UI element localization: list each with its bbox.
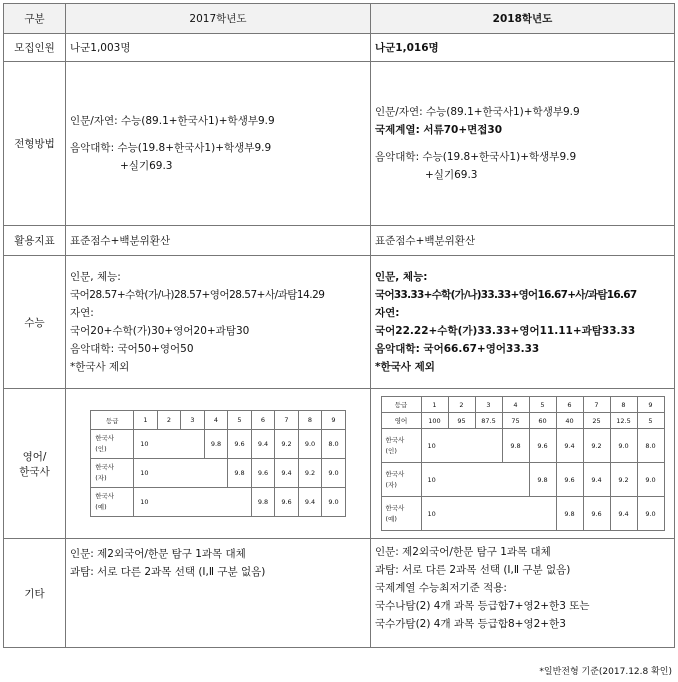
method-2017-line2: 음악대학: 수능(19.8+한국사1)+학생부9.9: [70, 142, 272, 154]
grade-1: 1: [421, 397, 448, 413]
english-score-cell: 25: [583, 413, 610, 429]
english-2017: [66, 389, 371, 539]
score-cell: 9.0: [637, 463, 664, 497]
english-score-cell: 95: [448, 413, 475, 429]
method-label: 전형방법: [4, 62, 66, 226]
suneung-2017-l2: 국어28.57+수학(가/나)28.57+영어28.57+사/과탐14.29: [70, 289, 325, 301]
table-row: [381, 497, 664, 531]
grade-5: 5: [529, 397, 556, 413]
suneung-2017-l1: 인문, 체능:: [70, 271, 121, 283]
english-score-label: 영어: [381, 413, 421, 429]
english-score-row: [381, 413, 664, 429]
base-score: 10: [421, 429, 502, 463]
method-2018-line3: 음악대학: 수능(19.8+한국사1)+학생부9.9: [375, 151, 577, 163]
table-row: [91, 488, 346, 517]
suneung-2017: [66, 256, 371, 389]
score-cell: 9.0: [298, 430, 322, 459]
method-2018-line4: +실기69.3: [425, 169, 478, 181]
etc-row: [4, 539, 675, 648]
etc-2017-l1: 인문: 제2외국어/한문 탐구 1과목 대체: [70, 548, 246, 560]
row-label: 한국사 (자): [91, 459, 134, 488]
grade-8: 8: [610, 397, 637, 413]
suneung-2018-l4: 국어22.22+수학(가)33.33+영어11.11+과탐33.33: [375, 325, 636, 337]
suneung-label: 수능: [4, 256, 66, 389]
score-cell: 9.2: [583, 429, 610, 463]
grade-3: 3: [475, 397, 502, 413]
english-score-cell: 12.5: [610, 413, 637, 429]
grade-2: 2: [448, 397, 475, 413]
grade-9: 9: [322, 411, 346, 430]
grade-label-2018: 등급: [381, 397, 421, 413]
table-row: [381, 429, 664, 463]
grade-table-2018: [381, 396, 665, 531]
grade-6: 6: [251, 411, 275, 430]
index-2018: 표준점수+백분위환산: [371, 226, 675, 256]
recruit-2018: 나군1,016명: [371, 34, 675, 62]
header-2017: 2017학년도: [66, 4, 371, 34]
english-score-cell: 5: [637, 413, 664, 429]
etc-2018-l1: 인문: 제2외국어/한문 탐구 1과목 대체: [375, 546, 551, 558]
english-label: [4, 389, 66, 539]
recruit-2017: 나군1,003명: [66, 34, 371, 62]
etc-2018-l3: 국제계열 수능최저기준 적용:: [375, 582, 507, 594]
method-2017: [66, 62, 371, 226]
score-cell: 9.6: [529, 429, 556, 463]
score-cell: 8.0: [637, 429, 664, 463]
table-row: [381, 463, 664, 497]
score-cell: 8.0: [322, 430, 346, 459]
suneung-2017-l3: 자연:: [70, 307, 94, 319]
score-cell: 9.4: [251, 430, 275, 459]
score-cell: 9.0: [610, 429, 637, 463]
score-cell: 9.6: [228, 430, 252, 459]
row-label: 한국사 (예): [381, 497, 421, 531]
method-2018-line1: 인문/자연: 수능(89.1+한국사1)+학생부9.9: [375, 106, 580, 118]
score-cell: 9.4: [275, 459, 299, 488]
recruit-label: 모집인원: [4, 34, 66, 62]
grade-7: 7: [275, 411, 299, 430]
etc-2017: [66, 539, 371, 648]
score-cell: 9.2: [298, 459, 322, 488]
score-cell: 9.6: [583, 497, 610, 531]
score-cell: 9.0: [322, 488, 346, 517]
suneung-row: [4, 256, 675, 389]
score-cell: 9.4: [583, 463, 610, 497]
grade-3: 3: [181, 411, 205, 430]
grade-8: 8: [298, 411, 322, 430]
base-score: 10: [134, 488, 252, 517]
english-row: [4, 389, 675, 539]
score-cell: 9.8: [204, 430, 228, 459]
grade-4: 4: [502, 397, 529, 413]
method-row: [4, 62, 675, 226]
suneung-2018: [371, 256, 675, 389]
header-category: 구분: [4, 4, 66, 34]
base-score: 10: [421, 463, 529, 497]
header-row: [4, 4, 675, 34]
english-score-cell: 100: [421, 413, 448, 429]
suneung-2018-l5: 음악대학: 국어66.67+영어33.33: [375, 343, 540, 355]
grade-header-row-2018: [381, 397, 664, 413]
english-score-cell: 40: [556, 413, 583, 429]
score-cell: 9.0: [637, 497, 664, 531]
method-2018: [371, 62, 675, 226]
index-label: 활용지표: [4, 226, 66, 256]
score-cell: 9.0: [322, 459, 346, 488]
grade-1: 1: [134, 411, 158, 430]
suneung-2018-l6: *한국사 제외: [375, 361, 435, 373]
base-score: 10: [421, 497, 556, 531]
header-2018: 2018학년도: [371, 4, 675, 34]
etc-2018-l4: 국수나탐(2) 4개 과목 등급합7+영2+한3 또는: [375, 600, 590, 612]
english-score-cell: 60: [529, 413, 556, 429]
score-cell: 9.8: [251, 488, 275, 517]
suneung-2018-l3: 자연:: [375, 307, 400, 319]
base-score: 10: [134, 430, 205, 459]
grade-2: 2: [157, 411, 181, 430]
grade-7: 7: [583, 397, 610, 413]
etc-2017-l2: 과탐: 서로 다른 2과목 선택 (Ⅰ,Ⅱ 구분 없음): [70, 566, 266, 578]
index-2017: 표준점수+백분위환산: [66, 226, 371, 256]
score-cell: 9.8: [228, 459, 252, 488]
english-2018: [371, 389, 675, 539]
score-cell: 9.6: [275, 488, 299, 517]
score-cell: 9.8: [502, 429, 529, 463]
footnote: *일반전형 기준(2017.12.8 확인): [539, 667, 672, 677]
score-cell: 9.6: [556, 463, 583, 497]
grade-4: 4: [204, 411, 228, 430]
score-cell: 9.4: [610, 497, 637, 531]
method-2017-line1: 인문/자연: 수능(89.1+한국사1)+학생부9.9: [70, 115, 275, 127]
grade-table-2017: [90, 410, 346, 517]
table-row: [91, 459, 346, 488]
suneung-2018-l1: 인문, 체능:: [375, 271, 428, 283]
suneung-2018-l2: 국어33.33+수학(가/나)33.33+영어16.67+사/과탐16.67: [375, 289, 637, 301]
method-2017-line3: +실기69.3: [120, 160, 173, 172]
score-cell: 9.6: [251, 459, 275, 488]
suneung-2017-l4: 국어20+수학(가)30+영어20+과탐30: [70, 325, 250, 337]
etc-2018: [371, 539, 675, 648]
english-label-line2: 한국사: [19, 465, 50, 478]
row-label: 한국사 (자): [381, 463, 421, 497]
grade-header-row-2017: [91, 411, 346, 430]
grade-label-2017: 등급: [91, 411, 134, 430]
etc-label: 기타: [4, 539, 66, 648]
english-score-cell: 75: [502, 413, 529, 429]
score-cell: 9.4: [298, 488, 322, 517]
row-label: 한국사 (인): [91, 430, 134, 459]
table-row: [91, 430, 346, 459]
grade-5: 5: [228, 411, 252, 430]
score-cell: 9.8: [556, 497, 583, 531]
recruit-row: [4, 34, 675, 62]
score-cell: 9.2: [275, 430, 299, 459]
score-cell: 9.2: [610, 463, 637, 497]
etc-2018-l5: 국수가탐(2) 4개 과목 등급합8+영2+한3: [375, 618, 566, 630]
row-label: 한국사 (인): [381, 429, 421, 463]
base-score: 10: [134, 459, 228, 488]
admission-comparison-table: [3, 3, 675, 648]
suneung-2017-l6: *한국사 제외: [70, 361, 130, 373]
english-score-cell: 87.5: [475, 413, 502, 429]
grade-6: 6: [556, 397, 583, 413]
index-row: [4, 226, 675, 256]
suneung-2017-l5: 음악대학: 국어50+영어50: [70, 343, 194, 355]
etc-2018-l2: 과탐: 서로 다른 2과목 선택 (Ⅰ,Ⅱ 구분 없음): [375, 564, 571, 576]
row-label: 한국사 (예): [91, 488, 134, 517]
score-cell: 9.4: [556, 429, 583, 463]
score-cell: 9.8: [529, 463, 556, 497]
grade-9: 9: [637, 397, 664, 413]
english-label-line1: 영어/: [22, 450, 47, 463]
method-2018-line2: 국제계열: 서류70+면접30: [375, 124, 503, 136]
